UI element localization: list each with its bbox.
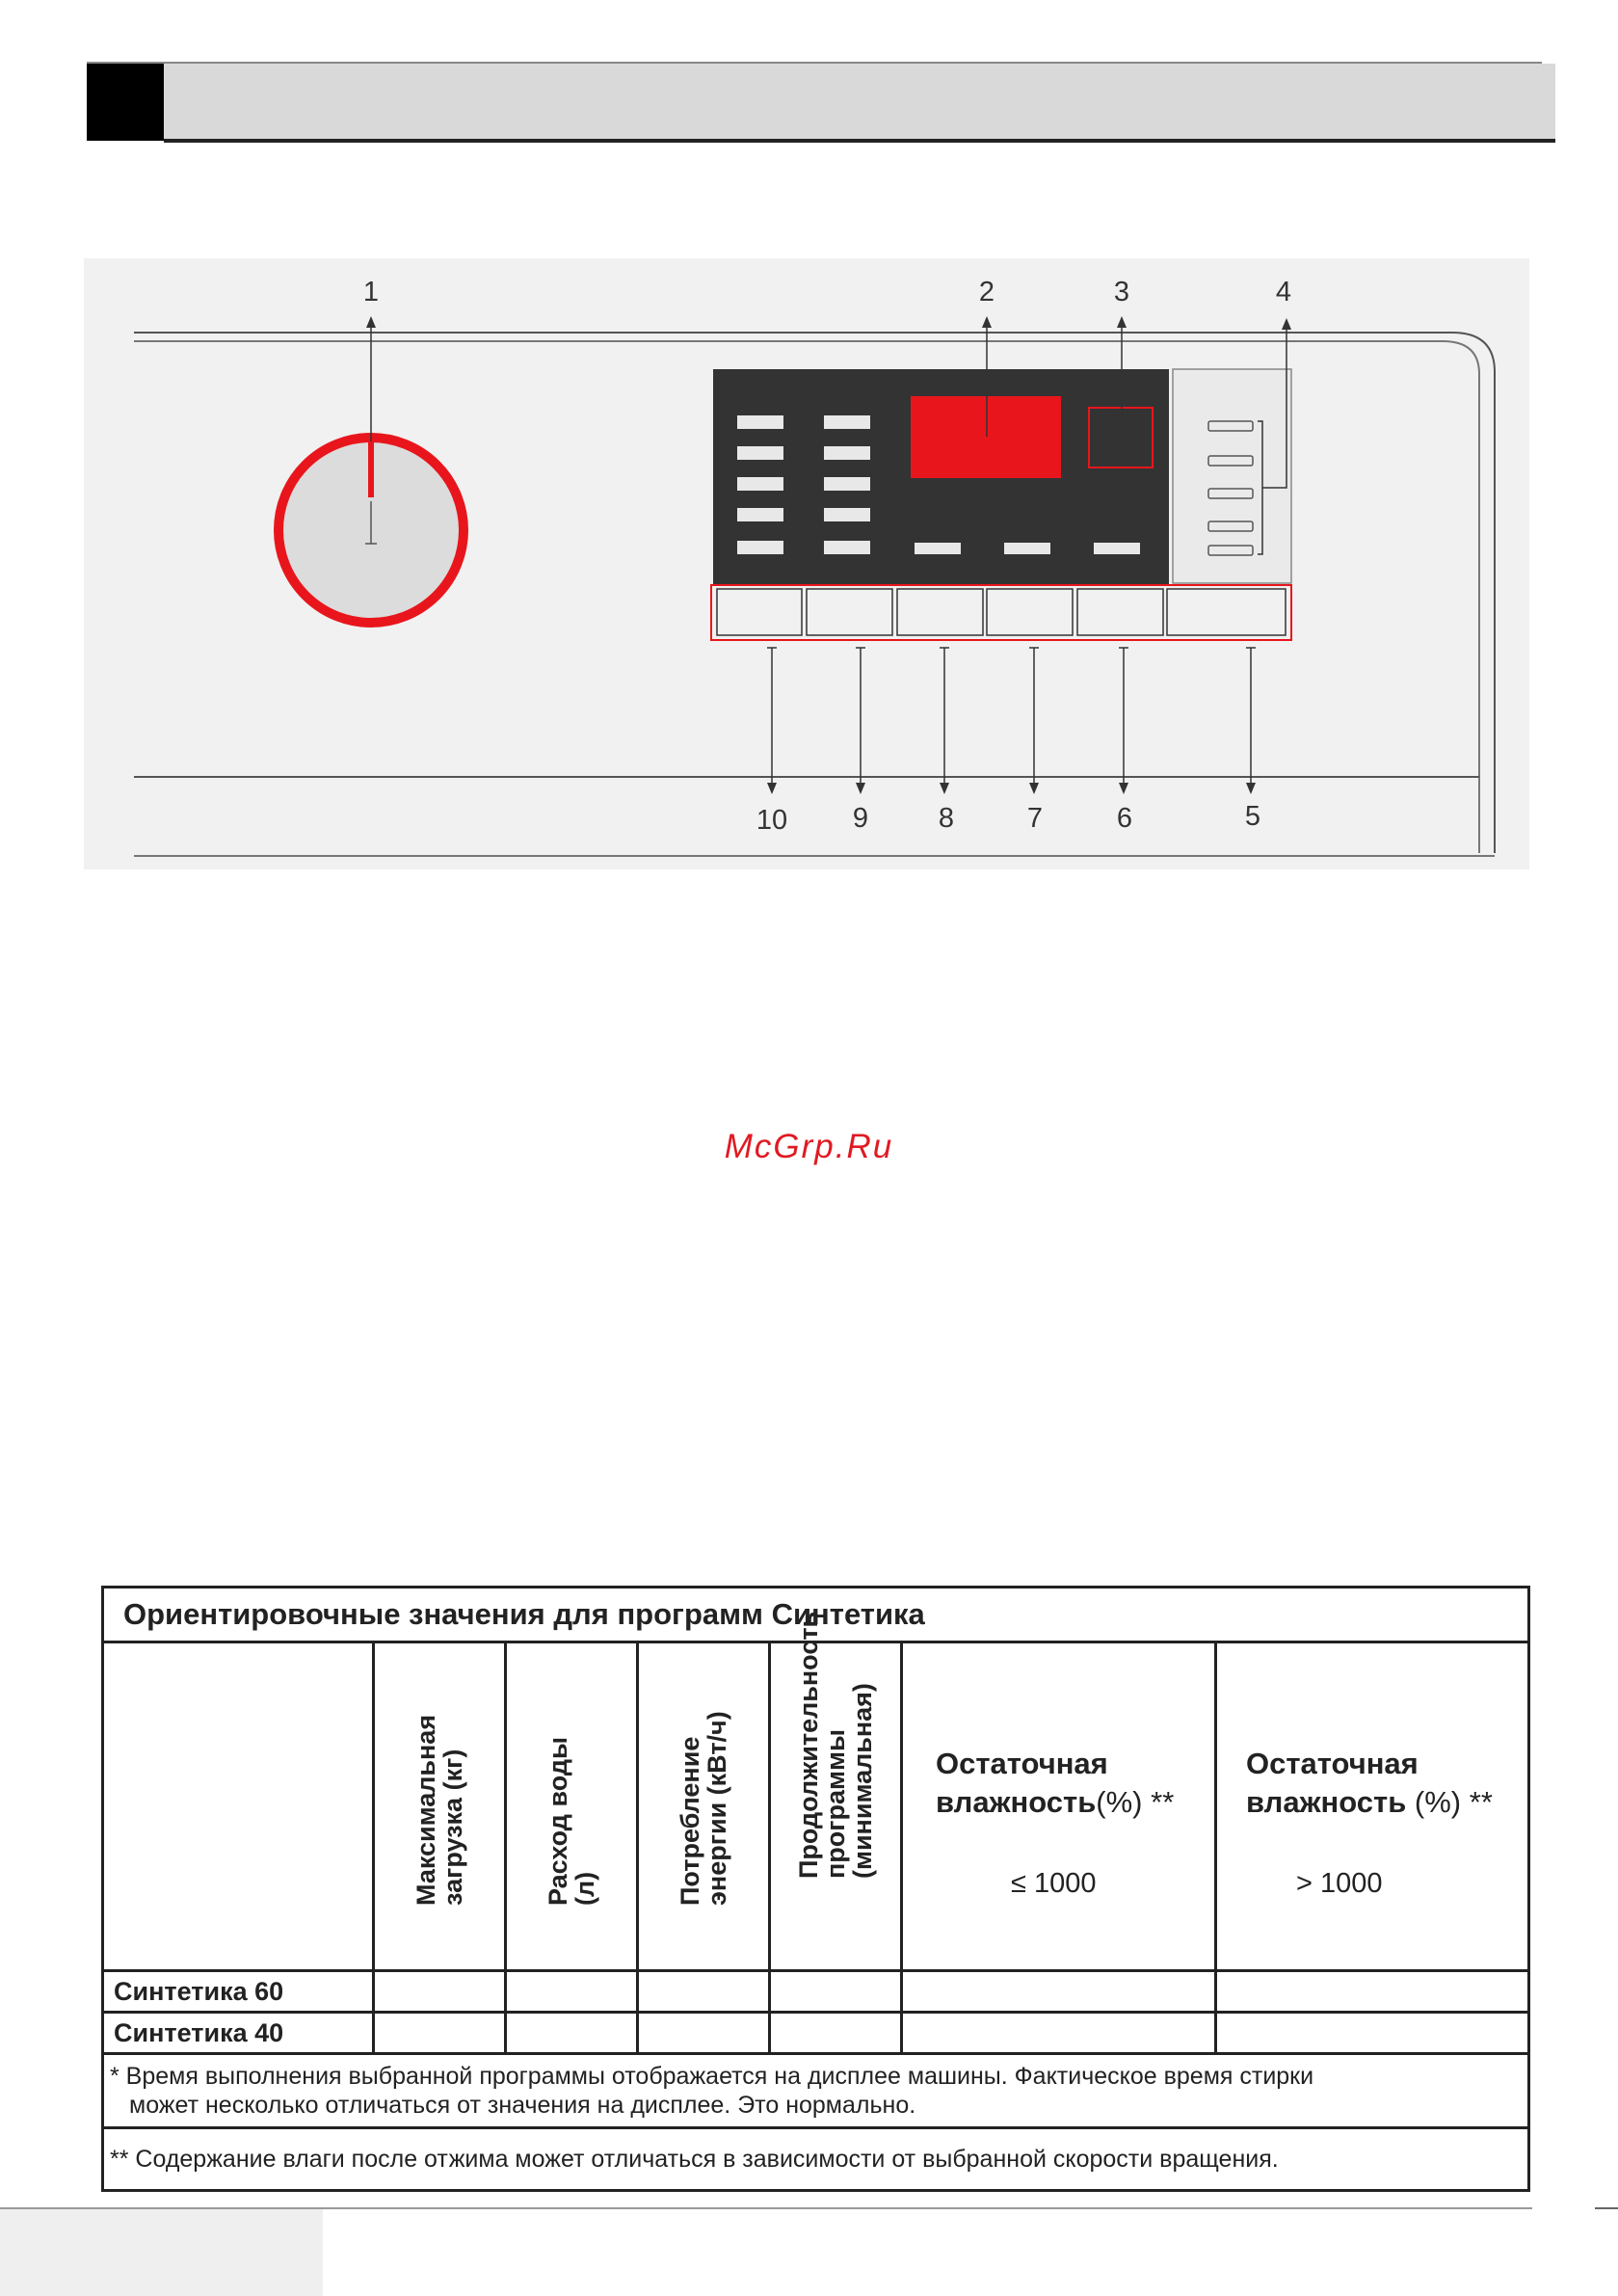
row-label: Синтетика 60 <box>103 1971 374 2013</box>
condition-low: ≤ 1000 <box>1011 1868 1097 1899</box>
bottom-callout-arrows <box>767 783 1256 794</box>
header-empty-cell <box>103 1642 374 1971</box>
condition-high: > 1000 <box>1296 1868 1383 1899</box>
section-header-bar <box>164 64 1555 143</box>
col-header-energy: Потребление энергии (кВт/ч) <box>638 1642 770 1971</box>
indicator-area-4 <box>1173 369 1291 583</box>
col-header-duration: Продолжительность программы (минимальная) <box>770 1642 902 1971</box>
footnote-1: * Время выполнения выбранной программы отображается на дисплее машины. Фактическое время стирки может несколько отличаться от значения на дисплее. Это нормально. <box>103 2054 1529 2128</box>
callout-label-3: 3 <box>1113 277 1130 307</box>
callout-label-1: 1 <box>362 277 380 307</box>
callout-label-4: 4 <box>1275 277 1292 307</box>
row-label: Синтетика 40 <box>103 2013 374 2054</box>
callout-label-8: 8 <box>938 803 955 834</box>
callout-arrow-2 <box>982 316 992 328</box>
footer-tick <box>1595 2207 1618 2209</box>
callout-label-6: 6 <box>1116 803 1133 834</box>
indicator-lights-bottom <box>915 543 1140 554</box>
table-row <box>103 2013 1529 2054</box>
callout-arrow-4 <box>1282 318 1291 330</box>
main-display <box>911 396 1061 478</box>
watermark: McGrp.Ru <box>724 1128 894 1165</box>
buttons <box>717 589 1286 635</box>
col-header-humidity-low: Остаточная влажность(%) ** ≤ 1000 <box>902 1642 1216 1971</box>
bottom-callout-lines <box>767 648 1256 785</box>
table-row <box>103 1971 1529 2013</box>
values-table <box>101 1586 1530 2192</box>
footnote-2: ** Содержание влаги после отжима может отличаться в зависимости от выбранной скорости вращения. <box>103 2128 1529 2191</box>
col-header-water: Расход воды (л) <box>506 1642 638 1971</box>
col-header-max-load: Максимальная загрузка (кг) <box>374 1642 506 1971</box>
callout-label-5: 5 <box>1244 801 1261 832</box>
callout-arrow-1 <box>366 316 376 328</box>
table-title: Ориентировочные значения для программ Синтетика <box>103 1588 1529 1642</box>
control-panel-diagram <box>84 258 1529 869</box>
button-row <box>711 585 1291 640</box>
callout-arrow-3 <box>1117 316 1127 328</box>
callout-label-7: 7 <box>1026 803 1044 834</box>
control-panel-svg <box>84 258 1529 869</box>
callout-label-2: 2 <box>978 277 995 307</box>
col-header-humidity-high: Остаточная влажность (%) ** > 1000 <box>1216 1642 1529 1971</box>
footer-box <box>0 2209 323 2296</box>
section-marker <box>87 64 164 141</box>
callout-label-9: 9 <box>852 803 869 834</box>
callout-label-10: 10 <box>756 805 788 836</box>
